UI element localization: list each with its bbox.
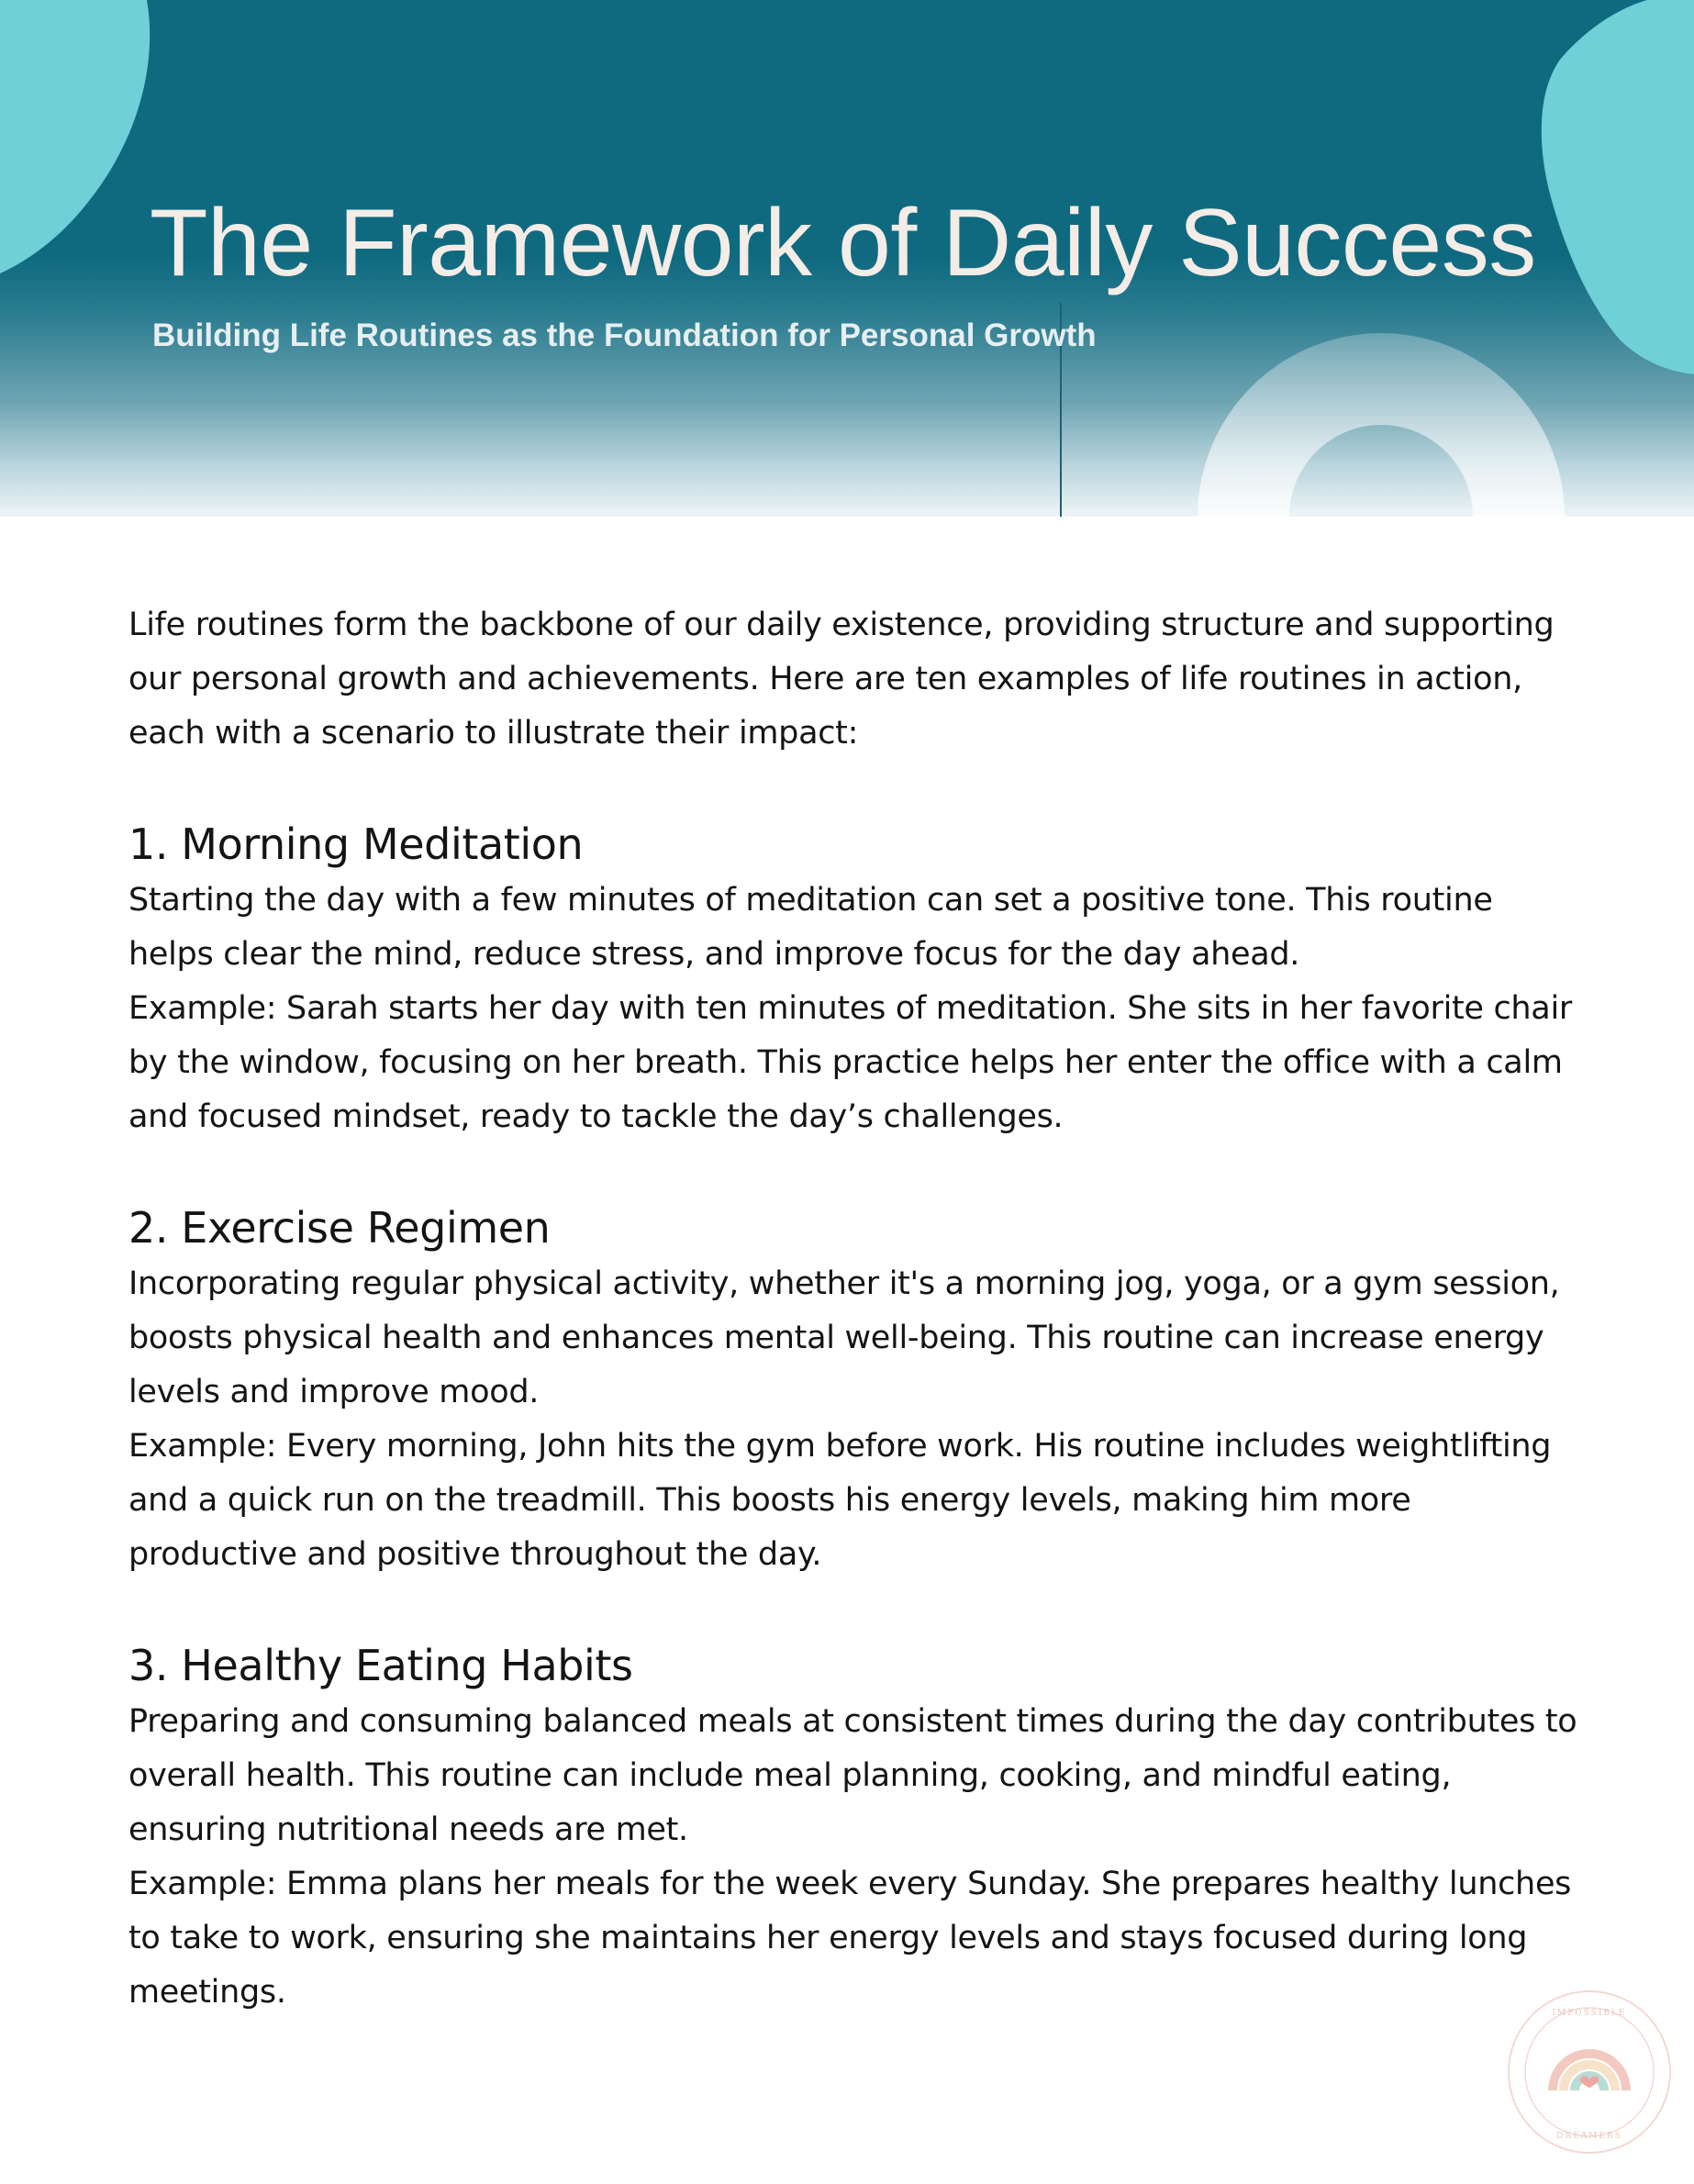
section-heading: 1. Morning Meditation: [128, 819, 584, 869]
section-description: Preparing and consuming balanced meals at consistent times during the day contributes to overall health. This routine can include meal planning, cooking, and mindful eating, ensuring nutritional needs are met.: [128, 1703, 1577, 1848]
section-healthy-eating-habits: [128, 1636, 1578, 2020]
section-description: Incorporating regular physical activity, whether it's a morning jog, yoga, or a gym session, boosts physical health and enhances mental well-being. This routine can increase energy levels and improve mood.: [128, 1265, 1560, 1410]
header-banner: [0, 0, 1694, 517]
document-body: [128, 598, 1578, 2074]
section-heading: 2. Exercise Regimen: [128, 1203, 551, 1253]
section-example: Example: Emma plans her meals for the week every Sunday. She prepares healthy lunches to take to work, ensuring she maintains her energy levels and stays focused during long meetings.: [128, 1866, 1572, 2011]
section-morning-meditation: [128, 815, 1578, 1144]
svg-text:DREAMERS: DREAMERS: [1556, 2132, 1622, 2141]
rainbow-heart-icon: [1505, 1988, 1674, 2156]
page-subtitle: Building Life Routines as the Foundation for Personal Growth: [152, 318, 1097, 353]
intro-paragraph: Life routines form the backbone of our daily existence, providing structure and supporting our personal growth and achievements. Here are ten examples of life routines in action, each with a scenario to illustrate their impact:: [128, 607, 1555, 752]
section-description: Starting the day with a few minutes of meditation can set a positive tone. This routine helps clear the mind, reduce stress, and improve focus for the day ahead.: [128, 882, 1493, 973]
arch-ring-shape: [1198, 333, 1565, 517]
section-example: Example: Sarah starts her day with ten minutes of meditation. She sits in her favorite chair by the window, focusing on her breath. This practice helps her enter the office with a calm and focused mindset, ready to tackle the day’s challenges.: [128, 990, 1572, 1135]
top-left-blob-shape: [0, 0, 150, 273]
top-right-blob-shape: [1542, 0, 1694, 374]
svg-text:IMPOSSIBLE: IMPOSSIBLE: [1552, 2009, 1627, 2018]
page-title: The Framework of Daily Success: [150, 190, 1536, 296]
section-example: Example: Every morning, John hits the gym before work. His routine includes weightlifting and a quick run on the treadmill. This boosts his energy levels, making him more productive and positive throughout the day.: [128, 1428, 1552, 1573]
section-exercise-regimen: [128, 1198, 1578, 1582]
section-heading: 3. Healthy Eating Habits: [128, 1641, 633, 1690]
